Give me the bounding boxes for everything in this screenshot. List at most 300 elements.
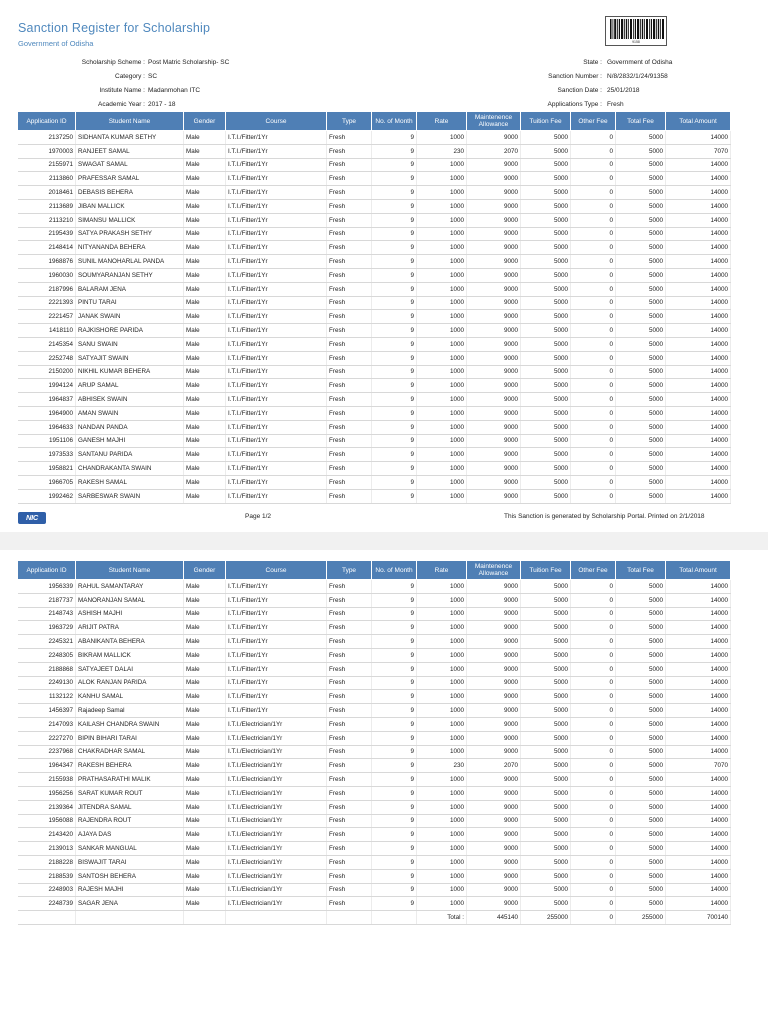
column-header-rate: Rate <box>417 112 467 131</box>
total-empty-cell <box>18 911 76 925</box>
cell-total-amount: 14000 <box>666 855 731 869</box>
cell-course: I.T.I./Fitter/1Yr <box>226 282 327 296</box>
cell-other-fee: 0 <box>571 144 616 158</box>
meta-right-keys <box>440 56 602 112</box>
cell-gender: Male <box>184 828 226 842</box>
cell-type: Fresh <box>327 676 372 690</box>
cell-other-fee: 0 <box>571 676 616 690</box>
cell-course: I.T.I./Fitter/1Yr <box>226 393 327 407</box>
meta-value-institute: Madanmohan ITC <box>148 87 201 94</box>
cell-gender: Male <box>184 607 226 621</box>
cell-total-fee: 5000 <box>616 717 666 731</box>
cell-tuition-fee: 5000 <box>521 607 571 621</box>
cell-tuition-fee: 5000 <box>521 393 571 407</box>
cell-gender: Male <box>184 241 226 255</box>
cell-gender: Male <box>184 282 226 296</box>
cell-other-fee: 0 <box>571 365 616 379</box>
table-row <box>18 448 731 462</box>
column-header-other-fee: Other Fee <box>571 561 616 580</box>
cell-application-id: 2227270 <box>18 731 76 745</box>
cell-student-name: SWAGAT SAMAL <box>76 158 184 172</box>
cell-type: Fresh <box>327 717 372 731</box>
cell-tuition-fee: 5000 <box>521 828 571 842</box>
cell-application-id: 2145354 <box>18 337 76 351</box>
cell-type: Fresh <box>327 255 372 269</box>
cell-rate: 230 <box>417 144 467 158</box>
cell-type: Fresh <box>327 213 372 227</box>
cell-rate: 1000 <box>417 621 467 635</box>
cell-months: 9 <box>372 131 417 145</box>
cell-tuition-fee: 5000 <box>521 489 571 503</box>
cell-months: 9 <box>372 365 417 379</box>
cell-total-fee: 5000 <box>616 869 666 883</box>
cell-maintenance: 9000 <box>467 241 521 255</box>
cell-maintenance: 9000 <box>467 351 521 365</box>
cell-other-fee: 0 <box>571 828 616 842</box>
column-header-maintenance: Maintenence Allowance <box>467 561 521 580</box>
cell-student-name: AJAYA DAS <box>76 828 184 842</box>
cell-application-id: 2150200 <box>18 365 76 379</box>
page-number: Page 1/2 <box>245 513 272 520</box>
cell-months: 9 <box>372 773 417 787</box>
cell-maintenance: 9000 <box>467 828 521 842</box>
cell-course: I.T.I./Electrician/1Yr <box>226 855 327 869</box>
cell-total-amount: 14000 <box>666 690 731 704</box>
meta-key-category: Category : <box>115 73 145 80</box>
cell-maintenance: 9000 <box>467 365 521 379</box>
cell-application-id: 2188539 <box>18 869 76 883</box>
cell-other-fee: 0 <box>571 213 616 227</box>
cell-months: 9 <box>372 717 417 731</box>
table-row <box>18 717 731 731</box>
cell-months: 9 <box>372 662 417 676</box>
cell-student-name: NANDAN PANDA <box>76 420 184 434</box>
cell-application-id: 2139364 <box>18 800 76 814</box>
cell-course: I.T.I./Fitter/1Yr <box>226 337 327 351</box>
cell-other-fee: 0 <box>571 296 616 310</box>
cell-total-fee: 5000 <box>616 621 666 635</box>
cell-other-fee: 0 <box>571 897 616 911</box>
cell-gender: Male <box>184 337 226 351</box>
cell-course: I.T.I./Fitter/1Yr <box>226 489 327 503</box>
cell-months: 9 <box>372 172 417 186</box>
cell-months: 9 <box>372 676 417 690</box>
cell-student-name: MANORANJAN SAMAL <box>76 593 184 607</box>
cell-type: Fresh <box>327 144 372 158</box>
cell-maintenance: 9000 <box>467 690 521 704</box>
cell-gender: Male <box>184 800 226 814</box>
table-row <box>18 158 731 172</box>
cell-maintenance: 9000 <box>467 186 521 200</box>
meta-key-sanction-number: Sanction Number : <box>548 73 602 80</box>
cell-application-id: 1966705 <box>18 475 76 489</box>
cell-type: Fresh <box>327 897 372 911</box>
cell-application-id: 1994124 <box>18 379 76 393</box>
cell-course: I.T.I./Fitter/1Yr <box>226 131 327 145</box>
cell-application-id: 2252748 <box>18 351 76 365</box>
cell-student-name: SARAT KUMAR ROUT <box>76 786 184 800</box>
cell-other-fee: 0 <box>571 648 616 662</box>
cell-rate: 1000 <box>417 420 467 434</box>
cell-total-fee: 5000 <box>616 434 666 448</box>
cell-rate: 1000 <box>417 662 467 676</box>
cell-course: I.T.I./Electrician/1Yr <box>226 800 327 814</box>
cell-other-fee: 0 <box>571 717 616 731</box>
cell-total-fee: 5000 <box>616 635 666 649</box>
cell-total-amount: 14000 <box>666 717 731 731</box>
cell-application-id: 2113860 <box>18 172 76 186</box>
cell-months: 9 <box>372 828 417 842</box>
cell-student-name: ASHISH MAJHI <box>76 607 184 621</box>
cell-course: I.T.I./Fitter/1Yr <box>226 158 327 172</box>
cell-total-fee: 5000 <box>616 745 666 759</box>
column-header-gender: Gender <box>184 112 226 131</box>
cell-application-id: 1963729 <box>18 621 76 635</box>
cell-gender: Male <box>184 379 226 393</box>
cell-type: Fresh <box>327 393 372 407</box>
cell-rate: 1000 <box>417 337 467 351</box>
cell-course: I.T.I./Fitter/1Yr <box>226 199 327 213</box>
cell-total-fee: 5000 <box>616 648 666 662</box>
cell-tuition-fee: 5000 <box>521 365 571 379</box>
cell-gender: Male <box>184 462 226 476</box>
cell-months: 9 <box>372 186 417 200</box>
meta-value-category: SC <box>148 73 158 80</box>
cell-rate: 1000 <box>417 172 467 186</box>
cell-course: I.T.I./Fitter/1Yr <box>226 406 327 420</box>
cell-rate: 1000 <box>417 448 467 462</box>
meta-key-scheme: Scholarship Scheme : <box>81 59 145 66</box>
cell-tuition-fee: 5000 <box>521 268 571 282</box>
column-header-total-amount: Total Amount <box>666 561 731 580</box>
cell-maintenance: 9000 <box>467 448 521 462</box>
table-row <box>18 731 731 745</box>
cell-course: I.T.I./Fitter/1Yr <box>226 379 327 393</box>
cell-course: I.T.I./Electrician/1Yr <box>226 842 327 856</box>
cell-total-fee: 5000 <box>616 393 666 407</box>
cell-months: 9 <box>372 227 417 241</box>
total-empty-cell <box>372 911 417 925</box>
cell-total-fee: 5000 <box>616 662 666 676</box>
cell-application-id: 1951106 <box>18 434 76 448</box>
cell-type: Fresh <box>327 855 372 869</box>
cell-student-name: JITENDRA SAMAL <box>76 800 184 814</box>
table-row <box>18 593 731 607</box>
cell-months: 9 <box>372 282 417 296</box>
cell-maintenance: 9000 <box>467 310 521 324</box>
cell-application-id: 2018461 <box>18 186 76 200</box>
cell-course: I.T.I./Fitter/1Yr <box>226 580 327 594</box>
cell-months: 9 <box>372 648 417 662</box>
cell-course: I.T.I./Fitter/1Yr <box>226 662 327 676</box>
table-row <box>18 268 731 282</box>
cell-tuition-fee: 5000 <box>521 593 571 607</box>
cell-application-id: 2188868 <box>18 662 76 676</box>
cell-application-id: 2113210 <box>18 213 76 227</box>
total-empty-cell <box>226 911 327 925</box>
cell-tuition-fee: 5000 <box>521 158 571 172</box>
cell-other-fee: 0 <box>571 448 616 462</box>
cell-student-name: SATYAJIT SWAIN <box>76 351 184 365</box>
cell-gender: Male <box>184 172 226 186</box>
cell-total-amount: 14000 <box>666 800 731 814</box>
cell-course: I.T.I./Fitter/1Yr <box>226 213 327 227</box>
column-header-student-name: Student Name <box>76 561 184 580</box>
cell-maintenance: 9000 <box>467 897 521 911</box>
cell-total-fee: 5000 <box>616 897 666 911</box>
cell-total-amount: 14000 <box>666 745 731 759</box>
cell-total-amount: 14000 <box>666 897 731 911</box>
cell-other-fee: 0 <box>571 842 616 856</box>
cell-maintenance: 9000 <box>467 158 521 172</box>
cell-rate: 1000 <box>417 213 467 227</box>
cell-course: I.T.I./Fitter/1Yr <box>226 268 327 282</box>
meta-value-year: 2017 - 18 <box>148 101 176 108</box>
cell-gender: Male <box>184 199 226 213</box>
table-row <box>18 434 731 448</box>
table-row <box>18 648 731 662</box>
cell-student-name: BALARAM JENA <box>76 282 184 296</box>
cell-total-amount: 14000 <box>666 489 731 503</box>
cell-student-name: PRATHASARATHI MALIK <box>76 773 184 787</box>
cell-application-id: 1958821 <box>18 462 76 476</box>
cell-other-fee: 0 <box>571 268 616 282</box>
cell-months: 9 <box>372 621 417 635</box>
cell-application-id: 2137250 <box>18 131 76 145</box>
cell-type: Fresh <box>327 704 372 718</box>
cell-application-id: 2221457 <box>18 310 76 324</box>
cell-months: 9 <box>372 869 417 883</box>
cell-course: I.T.I./Electrician/1Yr <box>226 731 327 745</box>
cell-application-id: 2143420 <box>18 828 76 842</box>
cell-other-fee: 0 <box>571 621 616 635</box>
cell-gender: Male <box>184 268 226 282</box>
cell-student-name: AMAN SWAIN <box>76 406 184 420</box>
cell-gender: Male <box>184 869 226 883</box>
cell-total-amount: 14000 <box>666 337 731 351</box>
column-header-course: Course <box>226 561 327 580</box>
cell-total-amount: 14000 <box>666 676 731 690</box>
table-row <box>18 379 731 393</box>
table-row <box>18 814 731 828</box>
cell-rate: 1000 <box>417 773 467 787</box>
cell-course: I.T.I./Fitter/1Yr <box>226 186 327 200</box>
cell-total-amount: 14000 <box>666 310 731 324</box>
table-row <box>18 282 731 296</box>
cell-total-amount: 14000 <box>666 324 731 338</box>
cell-course: I.T.I./Fitter/1Yr <box>226 255 327 269</box>
cell-tuition-fee: 5000 <box>521 580 571 594</box>
column-header-tuition-fee: Tuition Fee <box>521 112 571 131</box>
meta-value-sanction-date: 25/01/2018 <box>607 87 640 94</box>
cell-application-id: 1970003 <box>18 144 76 158</box>
cell-maintenance: 9000 <box>467 883 521 897</box>
cell-student-name: KAILASH CHANDRA SWAIN <box>76 717 184 731</box>
cell-tuition-fee: 5000 <box>521 883 571 897</box>
totals-row <box>18 911 731 925</box>
cell-rate: 1000 <box>417 379 467 393</box>
column-header-application-id: Application ID <box>18 112 76 131</box>
table-row <box>18 351 731 365</box>
cell-maintenance: 9000 <box>467 393 521 407</box>
generated-note: This Sanction is generated by Scholarship Portal. Printed on 2/1/2018 <box>504 513 705 520</box>
cell-gender: Male <box>184 676 226 690</box>
table-row <box>18 897 731 911</box>
cell-gender: Male <box>184 158 226 172</box>
cell-months: 9 <box>372 842 417 856</box>
cell-gender: Male <box>184 475 226 489</box>
cell-tuition-fee: 5000 <box>521 172 571 186</box>
cell-type: Fresh <box>327 131 372 145</box>
column-header-other-fee: Other Fee <box>571 112 616 131</box>
meta-right-values <box>607 56 672 112</box>
cell-type: Fresh <box>327 172 372 186</box>
cell-application-id: 1456397 <box>18 704 76 718</box>
cell-maintenance: 9000 <box>467 648 521 662</box>
cell-months: 9 <box>372 310 417 324</box>
cell-total-fee: 5000 <box>616 282 666 296</box>
cell-total-fee: 5000 <box>616 406 666 420</box>
cell-total-fee: 5000 <box>616 690 666 704</box>
cell-type: Fresh <box>327 580 372 594</box>
cell-course: I.T.I./Fitter/1Yr <box>226 635 327 649</box>
cell-rate: 1000 <box>417 690 467 704</box>
total-tuition: 255000 <box>521 911 571 925</box>
cell-other-fee: 0 <box>571 786 616 800</box>
table-header-row <box>18 561 731 580</box>
cell-total-fee: 5000 <box>616 855 666 869</box>
cell-other-fee: 0 <box>571 337 616 351</box>
cell-total-amount: 14000 <box>666 731 731 745</box>
cell-student-name: RAHUL SAMANTARAY <box>76 580 184 594</box>
cell-student-name: RAJKISHORE PARIDA <box>76 324 184 338</box>
cell-tuition-fee: 5000 <box>521 773 571 787</box>
cell-months: 9 <box>372 255 417 269</box>
cell-application-id: 1956088 <box>18 814 76 828</box>
cell-type: Fresh <box>327 351 372 365</box>
register-table-page2 <box>17 560 731 925</box>
table-row <box>18 828 731 842</box>
cell-rate: 1000 <box>417 593 467 607</box>
table-row <box>18 607 731 621</box>
cell-total-fee: 5000 <box>616 420 666 434</box>
cell-other-fee: 0 <box>571 704 616 718</box>
meta-value-sanction-number: N/8/2832/1/24/91358 <box>607 73 668 80</box>
cell-other-fee: 0 <box>571 406 616 420</box>
cell-maintenance: 9000 <box>467 324 521 338</box>
cell-months: 9 <box>372 268 417 282</box>
cell-months: 9 <box>372 745 417 759</box>
cell-course: I.T.I./Fitter/1Yr <box>226 648 327 662</box>
cell-student-name: SATYAJEET DALAI <box>76 662 184 676</box>
cell-other-fee: 0 <box>571 255 616 269</box>
table-header-row <box>18 112 731 131</box>
cell-type: Fresh <box>327 227 372 241</box>
cell-course: I.T.I./Fitter/1Yr <box>226 365 327 379</box>
cell-type: Fresh <box>327 310 372 324</box>
table-row <box>18 199 731 213</box>
cell-other-fee: 0 <box>571 731 616 745</box>
cell-other-fee: 0 <box>571 282 616 296</box>
cell-months: 9 <box>372 814 417 828</box>
cell-tuition-fee: 5000 <box>521 704 571 718</box>
cell-student-name: SANTANU PARIDA <box>76 448 184 462</box>
cell-total-fee: 5000 <box>616 773 666 787</box>
table-row <box>18 869 731 883</box>
cell-rate: 1000 <box>417 897 467 911</box>
cell-maintenance: 9000 <box>467 676 521 690</box>
cell-student-name: RANJEET SAMAL <box>76 144 184 158</box>
cell-total-fee: 5000 <box>616 144 666 158</box>
table-row <box>18 635 731 649</box>
cell-maintenance: 9000 <box>467 172 521 186</box>
cell-maintenance: 9000 <box>467 199 521 213</box>
cell-other-fee: 0 <box>571 662 616 676</box>
table-row <box>18 580 731 594</box>
cell-maintenance: 9000 <box>467 296 521 310</box>
cell-total-fee: 5000 <box>616 351 666 365</box>
cell-application-id: 2237968 <box>18 745 76 759</box>
cell-student-name: BISWAJIT TARAI <box>76 855 184 869</box>
cell-months: 9 <box>372 690 417 704</box>
cell-student-name: ARUP SAMAL <box>76 379 184 393</box>
barcode-image <box>605 16 667 46</box>
cell-type: Fresh <box>327 828 372 842</box>
cell-type: Fresh <box>327 199 372 213</box>
cell-total-fee: 5000 <box>616 593 666 607</box>
cell-course: I.T.I./Fitter/1Yr <box>226 296 327 310</box>
cell-student-name: SARBESWAR SWAIN <box>76 489 184 503</box>
cell-maintenance: 9000 <box>467 731 521 745</box>
cell-application-id: 1418110 <box>18 324 76 338</box>
cell-application-id: 1992462 <box>18 489 76 503</box>
cell-other-fee: 0 <box>571 199 616 213</box>
cell-type: Fresh <box>327 268 372 282</box>
cell-maintenance: 9000 <box>467 580 521 594</box>
total-empty-cell <box>327 911 372 925</box>
cell-tuition-fee: 5000 <box>521 745 571 759</box>
table-row <box>18 420 731 434</box>
table-row <box>18 406 731 420</box>
cell-application-id: 2148743 <box>18 607 76 621</box>
cell-gender: Male <box>184 897 226 911</box>
cell-rate: 1000 <box>417 607 467 621</box>
cell-other-fee: 0 <box>571 635 616 649</box>
column-header-type: Type <box>327 112 372 131</box>
cell-maintenance: 9000 <box>467 337 521 351</box>
cell-total-fee: 5000 <box>616 580 666 594</box>
cell-student-name: KANHU SAMAL <box>76 690 184 704</box>
table-row <box>18 241 731 255</box>
cell-gender: Male <box>184 814 226 828</box>
cell-application-id: 1964900 <box>18 406 76 420</box>
cell-maintenance: 9000 <box>467 255 521 269</box>
cell-total-fee: 5000 <box>616 241 666 255</box>
cell-tuition-fee: 5000 <box>521 131 571 145</box>
cell-maintenance: 9000 <box>467 131 521 145</box>
cell-course: I.T.I./Electrician/1Yr <box>226 814 327 828</box>
cell-application-id: 2248305 <box>18 648 76 662</box>
cell-gender: Male <box>184 131 226 145</box>
cell-application-id: 2188228 <box>18 855 76 869</box>
cell-tuition-fee: 5000 <box>521 731 571 745</box>
cell-application-id: 1132122 <box>18 690 76 704</box>
cell-course: I.T.I./Electrician/1Yr <box>226 717 327 731</box>
cell-course: I.T.I./Electrician/1Yr <box>226 745 327 759</box>
table-row <box>18 337 731 351</box>
cell-total-amount: 14000 <box>666 662 731 676</box>
cell-months: 9 <box>372 704 417 718</box>
